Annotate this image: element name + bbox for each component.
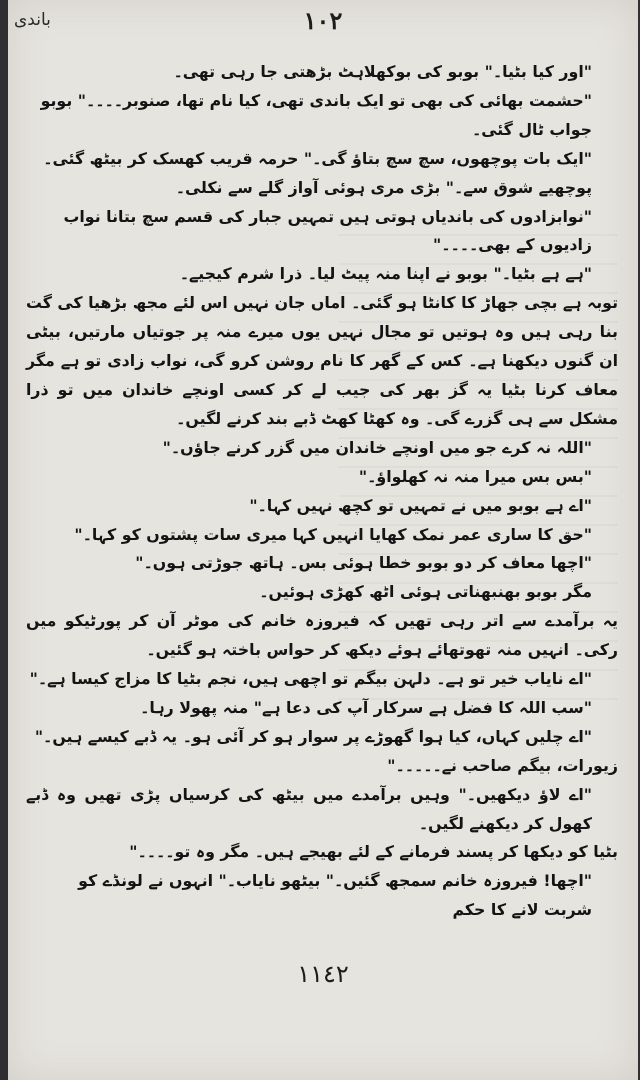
- body-text: [26, 58, 618, 925]
- paragraph: یہ برآمدے سے اتر رہی تھیں کہ فیروزہ خانم کی موٹر آن کر پورٹیکو میں رکی۔ انہیں منہ تھوتھائے ہوئے دیکھ کر حواس باختہ ہو گئیں۔: [26, 611, 618, 660]
- paragraph: "حشمت بھائی کی بھی تو ایک باندی تھی، کیا نام تھا، صنوبر۔۔۔۔" بوبو جواب ٹال گئی۔: [40, 90, 592, 139]
- paragraph: بٹیا کو دیکھا کر پسند فرمانے کے لئے بھیجے ہیں۔ مگر وہ تو۔۔۔۔": [129, 842, 618, 862]
- paragraph: مگر بوبو بھنبھناتی ہوئی اٹھ کھڑی ہوئیں۔: [259, 582, 592, 602]
- paragraph: "ہے ہے بٹیا۔" بوبو نے اپنا منہ پیٹ لیا۔ ذرا شرم کیجیے۔: [179, 264, 592, 284]
- running-title: باندی: [14, 10, 51, 30]
- paragraph: "سب اللہ کا فضل ہے سرکار آپ کی دعا ہے" منہ پھولا رہا۔: [140, 697, 592, 717]
- paragraph: "اور کیا بٹیا۔" بوبو کی بوکھلاہٹ بڑھتی جا رہی تھی۔: [173, 62, 592, 81]
- page-header: [8, 0, 638, 50]
- paragraph: "ایک بات پوچھوں، سچ سچ بتاؤ گی۔" حرمہ قریب کھسک کر بیٹھ گئی۔: [43, 148, 592, 168]
- paragraph: "نوابزادوں کی باندیاں ہوتی ہیں تمہیں جبار کی قسم سچ بتانا نواب زادیوں کے بھی۔۔۔۔": [63, 206, 592, 255]
- page-number: ١٠٢: [303, 6, 343, 35]
- paragraph: زیورات، بیگم صاحب نے۔۔۔۔۔": [387, 755, 618, 775]
- paragraph: "اچھا معاف کر دو بوبو خطا ہوئی بس۔ ہاتھ جوڑتی ہوں۔": [135, 553, 592, 573]
- paragraph: "اے نایاب خیر تو ہے۔ دلہن بیگم تو اچھی ہیں، نجم بٹیا کا مزاج کیسا ہے۔": [29, 669, 592, 689]
- paragraph: "اے ہے بوبو میں نے تمہیں تو کچھ نہیں کہا۔": [249, 495, 592, 515]
- paragraph: پوچھیے شوق سے۔" بڑی مری ہوئی آواز گلے سے نکلی۔: [175, 177, 592, 197]
- paragraph: "اے لاؤ دیکھیں۔" وہیں برآمدے میں بیٹھ کی کرسیاں پڑی تھیں وہ ڈبے کھول کر دیکھنے لگیں۔: [26, 784, 592, 833]
- paragraph: "اچھا! فیروزہ خانم سمجھ گئیں۔" بیٹھو نایاب۔" انہوں نے لونڈے کو شربت لانے کا حکم: [78, 871, 592, 920]
- paragraph: "اللہ نہ کرے جو میں اونچے خاندان میں گزر کرنے جاؤں۔": [162, 437, 592, 457]
- paragraph: "حق کا ساری عمر نمک کھایا انہیں کہا میری سات پشتوں کو کہا۔": [74, 524, 592, 544]
- paragraph: توبہ ہے بچی جھاڑ کا کانٹا ہو گئی۔ اماں جان نہیں اس لئے مجھ بڑھیا کی گت بنا رہی ہیں وہ ہوتیں تو مجال نہیں یوں میرے منہ پر جوتیاں مارتیں، بیٹی ان گنوں دیکھنا ہے۔ کس کے گھر کا نام روشن کرو گی، نواب زادی تو ہے مگر معاف کرنا بٹیا یہ گز بھر کی جیب لے کر کسی اونچے خاندان میں تو ذرا مشکل سے ہی گزرے گی۔ وہ کھٹا کھٹ ڈبے بند کرنے لگیں۔: [26, 293, 618, 428]
- paragraph: "بس بس میرا منہ نہ کھلواؤ۔": [358, 466, 592, 486]
- footer-page-code: ١١٤٢: [297, 960, 349, 988]
- paragraph: "اے چلیں کہاں، کیا ہوا گھوڑے پر سوار ہو کر آئی ہو۔ یہ ڈبے کیسے ہیں۔": [34, 726, 592, 746]
- book-page: [8, 0, 638, 1080]
